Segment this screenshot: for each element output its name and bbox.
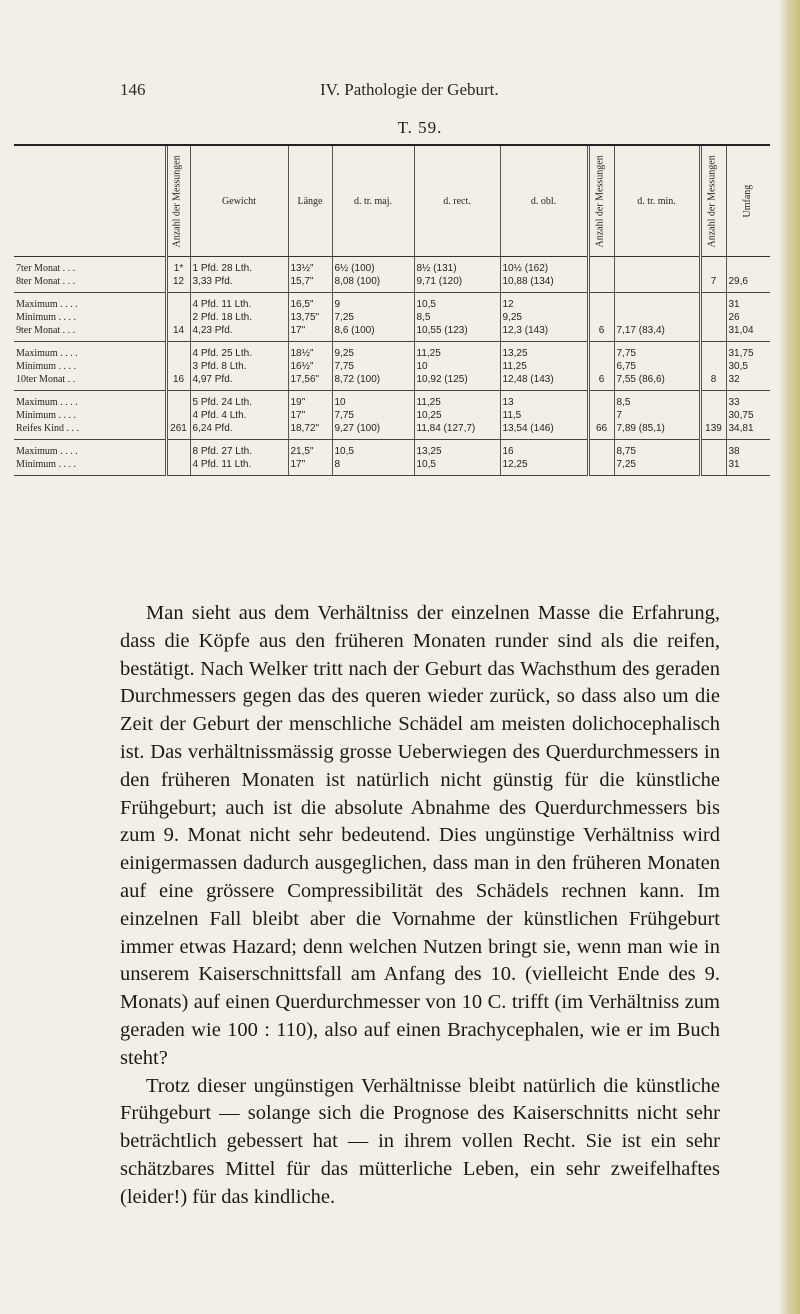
- cell-dtrmin: [614, 257, 700, 293]
- cell-line: [592, 311, 612, 324]
- measurement-table-wrapper: [14, 144, 770, 476]
- cell-line: 4,97 Pfd.: [192, 374, 233, 385]
- cell-laenge: [288, 342, 332, 391]
- cell-umfang: [726, 342, 770, 391]
- cell-line: [592, 409, 612, 422]
- cell-line: [617, 262, 697, 275]
- cell-line: 16: [502, 446, 514, 457]
- cell-line: 6: [598, 374, 605, 385]
- cell-anz3: [700, 257, 726, 293]
- cell-line: 3 Pfd. 8 Lth.: [192, 361, 247, 372]
- cell-line: 6½ (100): [334, 263, 375, 274]
- header-anzahl-1: Anzahl der Messungen: [166, 146, 190, 257]
- cell-line: [704, 458, 724, 471]
- cell-line: 8: [710, 374, 717, 385]
- cell-laenge: [288, 440, 332, 476]
- cell-line: [617, 298, 697, 311]
- cell-line: 31,75: [728, 348, 754, 359]
- cell-line: [592, 445, 612, 458]
- cell-line: [729, 262, 769, 275]
- cell-anz1: [166, 293, 190, 342]
- cell-line: 18,72": [290, 423, 320, 434]
- cell-labels: [14, 257, 166, 293]
- cell-line: 8,08 (100): [334, 276, 381, 287]
- cell-line: 17,56": [290, 374, 320, 385]
- cell-line: [170, 347, 188, 360]
- header-gewicht: Gewicht: [190, 146, 288, 257]
- cell-line: 13,75": [290, 312, 320, 323]
- cell-line: [592, 275, 612, 288]
- cell-line: 4,23 Pfd.: [192, 325, 233, 336]
- cell-line: [617, 311, 697, 324]
- cell-line: 8: [334, 459, 341, 470]
- cell-line: 31,04: [728, 325, 754, 336]
- table-row: [14, 440, 770, 476]
- cell-line: Minimum . . . .: [16, 361, 77, 372]
- header-anzahl-2: Anzahl der Messungen: [588, 146, 614, 257]
- cell-line: 12,25: [502, 459, 528, 470]
- cell-line: [704, 262, 724, 275]
- cell-line: 9: [334, 299, 341, 310]
- cell-line: 26: [728, 312, 740, 323]
- cell-gewicht: [190, 440, 288, 476]
- page-header: [120, 80, 660, 104]
- cell-line: Reifes Kind . . .: [16, 423, 80, 434]
- cell-anz1: [166, 391, 190, 440]
- page-edge-shadow: [780, 0, 800, 1314]
- cell-line: 6,75: [616, 361, 636, 372]
- paragraph-1: Man sieht aus dem Verhältniss der einzelnen Masse die Erfahrung, dass die Köpfe aus den früheren Monaten runder sind als die reifen, bestätigt. Nach Welker tritt nach der Geburt das Wachsthum des geraden Durchmessers gegen das des queren wieder zurück, so dass also um die Zeit der Geburt der menschliche Schädel am meisten dolichocephalisch ist. Das verhältnissmässig grosse Ueberwiegen des Querdurchmessers in den früheren Monaten ist natürlich nicht günstig für die künstliche Frühgeburt; auch ist die absolute Abnahme des Querdurchmessers bis zum 9. Monat nicht sehr bedeutend. Dies ungünstige Verhältniss wird einigermassen dadurch ausgeglichen, dass man in den früheren Monaten auf eine grössere Compressibilität des Schädels rechnen kann. Im einzelnen Fall bleibt aber die Vornahme der künstlichen Frühgeburt immer etwas Hazard; denn welchen Nutzen bringt sie, wenn man wie in unserem Kaiserschnittsfall am Anfang des 10. (vielleicht Ende des 9. Monats) auf einen Querdurchmesser von 10 C. trifft (im Verhältniss zum geraden wie 100 : 110), also auf einen Brachycephalen, wie er im Buch steht?: [120, 602, 720, 1069]
- cell-line: 12: [172, 276, 185, 287]
- cell-line: [704, 298, 724, 311]
- cell-line: [704, 396, 724, 409]
- cell-line: 6,24 Pfd.: [192, 423, 233, 434]
- cell-line: 11,5: [502, 410, 522, 421]
- cell-line: 7,17 (83,4): [616, 325, 665, 336]
- cell-line: 13,25: [416, 446, 442, 457]
- cell-line: 7,55 (86,6): [616, 374, 665, 385]
- cell-line: 7,25: [334, 312, 354, 323]
- cell-line: 17": [290, 459, 306, 470]
- cell-line: 17": [290, 410, 306, 421]
- cell-line: 139: [705, 423, 722, 434]
- cell-line: 10,5: [416, 299, 436, 310]
- cell-line: 31: [728, 299, 740, 310]
- cell-line: 13: [502, 397, 514, 408]
- cell-anz3: [700, 391, 726, 440]
- cell-line: [592, 298, 612, 311]
- cell-dtrmin: [614, 391, 700, 440]
- cell-line: 10: [416, 361, 428, 372]
- cell-line: 16,5": [290, 299, 314, 310]
- cell-line: 30,75: [728, 410, 754, 421]
- cell-laenge: [288, 257, 332, 293]
- cell-line: 261: [170, 423, 187, 434]
- cell-anz3: [700, 342, 726, 391]
- cell-line: 16: [172, 374, 185, 385]
- cell-anz3: [700, 440, 726, 476]
- header-drect: d. rect.: [414, 146, 500, 257]
- cell-line: 7,75: [334, 410, 354, 421]
- cell-line: [170, 311, 188, 324]
- cell-line: 10ter Monat . .: [16, 374, 76, 385]
- cell-drect: [414, 391, 500, 440]
- cell-dtrmaj: [332, 293, 414, 342]
- cell-line: [704, 360, 724, 373]
- table-row: [14, 293, 770, 342]
- cell-line: 4 Pfd. 11 Lth.: [192, 459, 252, 470]
- cell-line: 8,75: [616, 446, 636, 457]
- cell-line: 19": [290, 397, 306, 408]
- cell-line: 10,55 (123): [416, 325, 468, 336]
- cell-line: Minimum . . . .: [16, 312, 77, 323]
- page-number: 146: [120, 80, 146, 99]
- cell-drect: [414, 293, 500, 342]
- cell-line: 12,48 (143): [502, 374, 554, 385]
- cell-line: 10,5: [334, 446, 354, 457]
- cell-dtrmaj: [332, 440, 414, 476]
- cell-gewicht: [190, 342, 288, 391]
- cell-line: [170, 409, 188, 422]
- body-text: [120, 600, 720, 1212]
- cell-line: 11,25: [502, 361, 527, 372]
- running-head: IV. Pathologie der Geburt.: [320, 80, 499, 99]
- cell-dtrmin: [614, 440, 700, 476]
- cell-dobl: [500, 257, 588, 293]
- cell-line: 8ter Monat . . .: [16, 276, 76, 287]
- cell-line: 7ter Monat . . .: [16, 263, 76, 274]
- cell-line: 10½ (162): [502, 263, 549, 274]
- cell-line: 2 Pfd. 18 Lth.: [192, 312, 252, 323]
- cell-anz2: [588, 391, 614, 440]
- cell-line: Minimum . . . .: [16, 459, 77, 470]
- cell-gewicht: [190, 293, 288, 342]
- cell-line: 7: [616, 410, 623, 421]
- cell-line: Minimum . . . .: [16, 410, 77, 421]
- cell-line: 7,75: [616, 348, 636, 359]
- table-row: [14, 342, 770, 391]
- cell-line: [170, 396, 188, 409]
- cell-line: 14: [172, 325, 185, 336]
- cell-line: 18½": [290, 348, 314, 359]
- cell-dtrmaj: [332, 257, 414, 293]
- cell-line: 9,71 (120): [416, 276, 463, 287]
- cell-line: 17": [290, 325, 306, 336]
- cell-line: 12,3 (143): [502, 325, 549, 336]
- cell-line: 8,5: [416, 312, 431, 323]
- cell-line: 12: [502, 299, 514, 310]
- paragraph-2: Trotz dieser ungünstigen Verhältnisse bleibt natürlich die künstliche Frühgeburt — solange sich die Prognose des Kaiserschnitts nicht sehr beträchtlich gebessert hat — in ihrem vollen Recht. Sie ist ein sehr schätzbares Mittel für das mütterliche Leben, ein sehr zweifelhaftes (leider!) für das kindliche.: [120, 1074, 720, 1208]
- cell-line: 33: [728, 397, 740, 408]
- header-dtrmaj: d. tr. maj.: [332, 146, 414, 257]
- cell-line: 10,25: [416, 410, 442, 421]
- cell-dtrmaj: [332, 342, 414, 391]
- cell-line: 4 Pfd. 4 Lth.: [192, 410, 247, 421]
- header-laenge: Länge: [288, 146, 332, 257]
- cell-line: 10,5: [416, 459, 436, 470]
- cell-umfang: [726, 293, 770, 342]
- cell-line: [170, 360, 188, 373]
- cell-drect: [414, 440, 500, 476]
- cell-line: [704, 445, 724, 458]
- cell-line: [704, 409, 724, 422]
- cell-laenge: [288, 391, 332, 440]
- cell-line: 9,27 (100): [334, 423, 381, 434]
- cell-line: 1 Pfd. 28 Lth.: [192, 263, 252, 274]
- cell-line: 13½": [290, 263, 314, 274]
- cell-line: 16½": [290, 361, 314, 372]
- cell-line: 10: [334, 397, 346, 408]
- cell-labels: [14, 293, 166, 342]
- cell-line: 9,25: [502, 312, 522, 323]
- cell-line: [592, 458, 612, 471]
- header-anzahl-3: Anzahl der Messungen: [700, 146, 726, 257]
- cell-dtrmin: [614, 293, 700, 342]
- cell-line: 8,6 (100): [334, 325, 375, 336]
- cell-line: [592, 396, 612, 409]
- cell-line: [592, 360, 612, 373]
- cell-line: 8,72 (100): [334, 374, 381, 385]
- cell-line: 38: [728, 446, 740, 457]
- cell-line: [704, 324, 724, 337]
- table-header-row: [14, 146, 770, 257]
- cell-line: 3,33 Pfd.: [192, 276, 233, 287]
- measurement-table: [14, 146, 770, 476]
- cell-dobl: [500, 293, 588, 342]
- table-row: [14, 391, 770, 440]
- cell-line: 8½ (131): [416, 263, 457, 274]
- cell-line: [170, 458, 188, 471]
- cell-labels: [14, 342, 166, 391]
- cell-dobl: [500, 440, 588, 476]
- cell-line: 4 Pfd. 11 Lth.: [192, 299, 252, 310]
- table-title: T. 59.: [397, 118, 443, 137]
- cell-line: 8 Pfd. 27 Lth.: [192, 446, 252, 457]
- cell-line: [617, 275, 697, 288]
- cell-anz3: [700, 293, 726, 342]
- header-dobl: d. obl.: [500, 146, 588, 257]
- cell-line: Maximum . . . .: [16, 446, 78, 457]
- cell-line: [704, 311, 724, 324]
- cell-dobl: [500, 391, 588, 440]
- cell-line: 21,5": [290, 446, 314, 457]
- cell-dtrmaj: [332, 391, 414, 440]
- cell-line: 10,88 (134): [502, 276, 554, 287]
- header-label-col: [14, 146, 166, 257]
- cell-laenge: [288, 293, 332, 342]
- cell-line: 34,81: [728, 423, 754, 434]
- cell-dtrmin: [614, 342, 700, 391]
- cell-line: 11,25: [416, 348, 441, 359]
- cell-anz1: [166, 257, 190, 293]
- cell-line: 11,25: [416, 397, 441, 408]
- table-row: [14, 257, 770, 293]
- header-dtrmin: d. tr. min.: [614, 146, 700, 257]
- cell-line: 32: [728, 374, 740, 385]
- cell-line: 15,7": [290, 276, 314, 287]
- cell-umfang: [726, 391, 770, 440]
- cell-anz2: [588, 293, 614, 342]
- cell-line: 7,25: [616, 459, 636, 470]
- cell-line: [704, 347, 724, 360]
- cell-umfang: [726, 440, 770, 476]
- cell-line: 1*: [173, 263, 184, 274]
- cell-gewicht: [190, 391, 288, 440]
- cell-line: [170, 298, 188, 311]
- cell-line: 13,54 (146): [502, 423, 554, 434]
- cell-labels: [14, 391, 166, 440]
- cell-line: 6: [598, 325, 605, 336]
- cell-line: 13,25: [502, 348, 528, 359]
- cell-line: 8,5: [616, 397, 631, 408]
- cell-line: [170, 445, 188, 458]
- cell-line: 4 Pfd. 25 Lth.: [192, 348, 252, 359]
- cell-anz1: [166, 440, 190, 476]
- cell-anz2: [588, 440, 614, 476]
- cell-umfang: [726, 257, 770, 293]
- cell-line: 5 Pfd. 24 Lth.: [192, 397, 252, 408]
- cell-drect: [414, 342, 500, 391]
- cell-dobl: [500, 342, 588, 391]
- cell-line: 9ter Monat . . .: [16, 325, 76, 336]
- cell-line: Maximum . . . .: [16, 348, 78, 359]
- cell-line: 11,84 (127,7): [416, 423, 476, 434]
- header-umfang: Umfang: [726, 146, 770, 257]
- cell-drect: [414, 257, 500, 293]
- cell-line: 30,5: [728, 361, 748, 372]
- cell-line: 66: [595, 423, 608, 434]
- cell-line: 7,75: [334, 361, 354, 372]
- table-body: [14, 257, 770, 476]
- cell-line: 7: [710, 276, 717, 287]
- cell-line: Maximum . . . .: [16, 299, 78, 310]
- cell-labels: [14, 440, 166, 476]
- cell-line: Maximum . . . .: [16, 397, 78, 408]
- cell-gewicht: [190, 257, 288, 293]
- cell-anz2: [588, 342, 614, 391]
- cell-anz2: [588, 257, 614, 293]
- cell-line: [592, 347, 612, 360]
- cell-line: 31: [728, 459, 740, 470]
- cell-line: 10,92 (125): [416, 374, 468, 385]
- cell-line: [592, 262, 612, 275]
- cell-line: 29,6: [728, 276, 748, 287]
- cell-anz1: [166, 342, 190, 391]
- cell-line: 7,89 (85,1): [616, 423, 665, 434]
- cell-line: 9,25: [334, 348, 354, 359]
